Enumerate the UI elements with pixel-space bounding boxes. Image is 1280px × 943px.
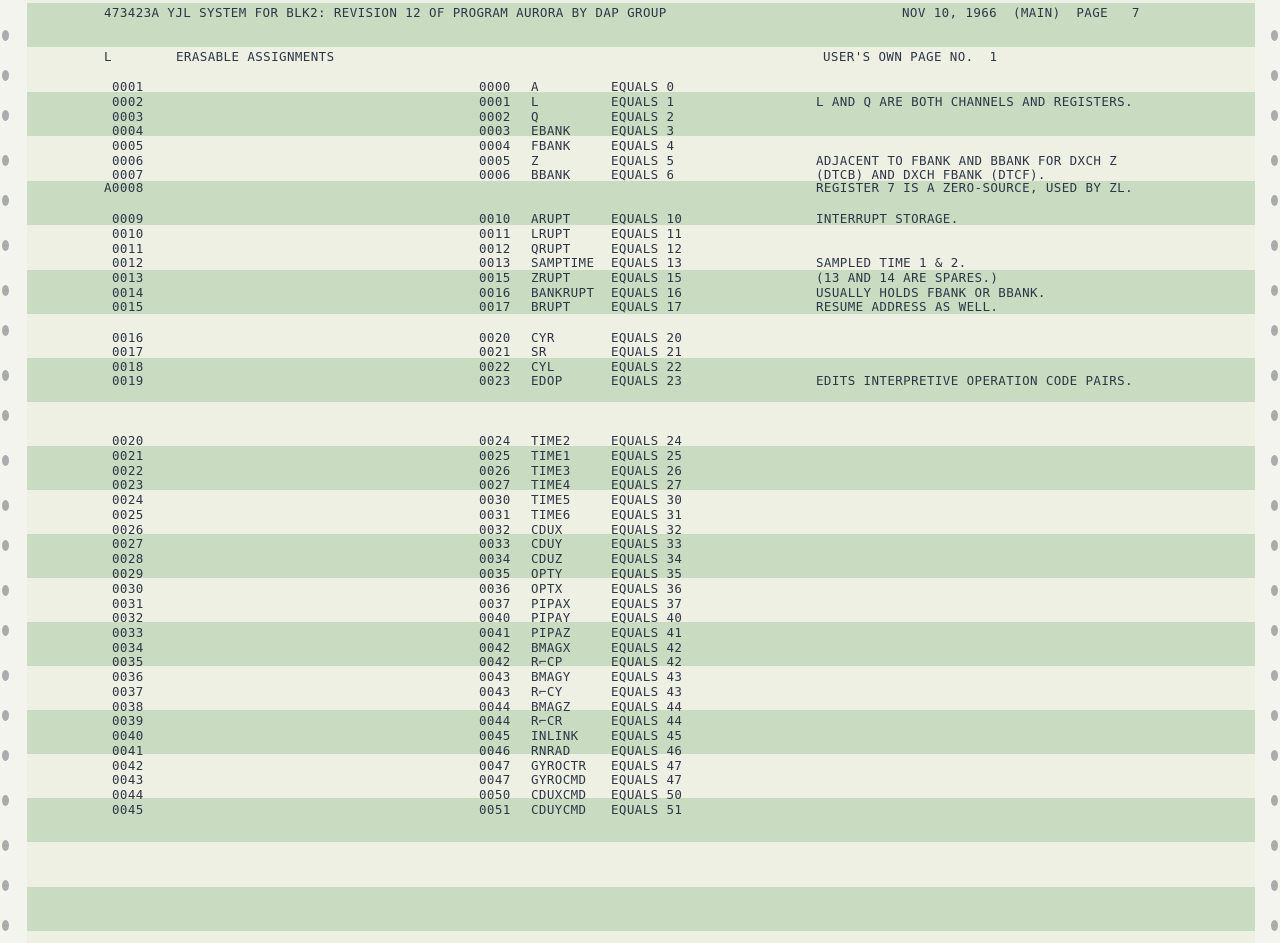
symbol: BMAGY [531,669,571,684]
equals-value: EQUALS 6 [611,167,675,182]
equals-value: EQUALS 40 [611,610,683,625]
sprocket-hole-left [2,30,9,41]
sprocket-hole-left [2,285,9,296]
symbol: TIME5 [531,492,571,507]
sprocket-hole-right [1271,710,1278,721]
symbol: TIME1 [531,448,571,463]
equals-value: EQUALS 31 [611,507,683,522]
sprocket-hole-left [2,840,9,851]
equals-value: EQUALS 51 [611,802,683,817]
symbol: OPTY [531,566,563,581]
line-number: 0016 [112,330,144,345]
address: 0044 [479,713,511,728]
equals-value: EQUALS 11 [611,226,683,241]
symbol: CDUY [531,536,563,551]
line-number: 0033 [112,625,144,640]
listing-header-title: 473423A YJL SYSTEM FOR BLK2: REVISION 12 OF PROGRAM AURORA BY DAP GROUP [104,5,667,20]
line-number: 0035 [112,654,144,669]
sprocket-hole-right [1271,410,1278,421]
comment: L AND Q ARE BOTH CHANNELS AND REGISTERS. [816,94,1134,109]
address: 0003 [479,123,511,138]
equals-value: EQUALS 41 [611,625,683,640]
sprocket-hole-right [1271,285,1278,296]
equals-value: EQUALS 23 [611,373,683,388]
symbol: TIME2 [531,433,571,448]
comment: RESUME ADDRESS AS WELL. [816,299,999,314]
sprocket-hole-left [2,500,9,511]
sprocket-hole-left [2,750,9,761]
address: 0011 [479,226,511,241]
address: 0050 [479,787,511,802]
line-number: A0008 [104,180,144,195]
symbol: BMAGZ [531,699,571,714]
line-number: 0045 [112,802,144,817]
line-number: 0036 [112,669,144,684]
equals-value: EQUALS 2 [611,109,675,124]
line-number: 0001 [112,79,144,94]
line-number: 0039 [112,713,144,728]
equals-value: EQUALS 25 [611,448,683,463]
equals-value: EQUALS 0 [611,79,675,94]
address: 0045 [479,728,511,743]
comment: EDITS INTERPRETIVE OPERATION CODE PAIRS. [816,373,1134,388]
equals-value: EQUALS 44 [611,699,683,714]
address: 0012 [479,241,511,256]
address: 0013 [479,255,511,270]
address: 0041 [479,625,511,640]
line-number: 0031 [112,596,144,611]
symbol: FBANK [531,138,571,153]
symbol: SAMPTIME [531,255,595,270]
line-number: 0032 [112,610,144,625]
line-number: 0024 [112,492,144,507]
address: 0026 [479,463,511,478]
symbol: PIPAX [531,596,571,611]
sprocket-hole-left [2,325,9,336]
line-number: 0005 [112,138,144,153]
line-number: 0015 [112,299,144,314]
sprocket-hole-left [2,795,9,806]
symbol: BRUPT [531,299,571,314]
symbol: L [531,94,539,109]
sprocket-hole-right [1271,325,1278,336]
equals-value: EQUALS 12 [611,241,683,256]
equals-value: EQUALS 44 [611,713,683,728]
sprocket-hole-left [2,880,9,891]
sprocket-hole-left [2,110,9,121]
symbol: A [531,79,539,94]
equals-value: EQUALS 21 [611,344,683,359]
line-number: 0029 [112,566,144,581]
line-number: 0043 [112,772,144,787]
address: 0034 [479,551,511,566]
equals-value: EQUALS 46 [611,743,683,758]
equals-value: EQUALS 17 [611,299,683,314]
sprocket-hole-left [2,195,9,206]
sprocket-hole-left [2,455,9,466]
symbol: GYROCTR [531,758,587,773]
symbol: LRUPT [531,226,571,241]
listing-header-date-page: NOV 10, 1966 (MAIN) PAGE 7 [902,5,1140,20]
address: 0025 [479,448,511,463]
sprocket-hole-right [1271,670,1278,681]
equals-value: EQUALS 32 [611,522,683,537]
symbol: R⌐CY [531,684,563,699]
address: 0002 [479,109,511,124]
line-number: 0012 [112,255,144,270]
equals-value: EQUALS 3 [611,123,675,138]
sprocket-hole-right [1271,585,1278,596]
address: 0030 [479,492,511,507]
sprocket-hole-right [1271,540,1278,551]
symbol: BBANK [531,167,571,182]
line-number: 0028 [112,551,144,566]
line-number: 0014 [112,285,144,300]
sprocket-hole-left [2,710,9,721]
address: 0042 [479,640,511,655]
sprocket-hole-right [1271,880,1278,891]
line-number: 0044 [112,787,144,802]
comment: REGISTER 7 IS A ZERO-SOURCE, USED BY ZL. [816,180,1134,195]
equals-value: EQUALS 43 [611,684,683,699]
symbol: EBANK [531,123,571,138]
sprocket-hole-left [2,155,9,166]
sprocket-hole-right [1271,195,1278,206]
sprocket-hole-left [2,240,9,251]
address: 0027 [479,477,511,492]
symbol: Q [531,109,539,124]
address: 0006 [479,167,511,182]
address: 0017 [479,299,511,314]
sprocket-hole-right [1271,370,1278,381]
line-number: 0019 [112,373,144,388]
equals-value: EQUALS 30 [611,492,683,507]
line-number: 0002 [112,94,144,109]
address: 0037 [479,596,511,611]
equals-value: EQUALS 42 [611,640,683,655]
sprocket-hole-right [1271,240,1278,251]
line-number: 0022 [112,463,144,478]
address: 0020 [479,330,511,345]
address: 0022 [479,359,511,374]
address: 0040 [479,610,511,625]
equals-value: EQUALS 35 [611,566,683,581]
line-number: 0017 [112,344,144,359]
comment: (DTCB) AND DXCH FBANK (DTCF). [816,167,1046,182]
line-number: 0026 [112,522,144,537]
address: 0047 [479,772,511,787]
address: 0004 [479,138,511,153]
sprocket-hole-right [1271,795,1278,806]
symbol: TIME3 [531,463,571,478]
line-number: 0009 [112,211,144,226]
sprocket-hole-right [1271,30,1278,41]
equals-value: EQUALS 15 [611,270,683,285]
sprocket-hole-left [2,540,9,551]
address: 0001 [479,94,511,109]
line-number: 0013 [112,270,144,285]
sprocket-hole-right [1271,920,1278,931]
line-number: 0025 [112,507,144,522]
sprocket-hole-right [1271,455,1278,466]
line-number: 0003 [112,109,144,124]
equals-value: EQUALS 47 [611,772,683,787]
symbol: RNRAD [531,743,571,758]
equals-value: EQUALS 27 [611,477,683,492]
comment: (13 AND 14 ARE SPARES.) [816,270,999,285]
address: 0024 [479,433,511,448]
symbol: TIME4 [531,477,571,492]
equals-value: EQUALS 1 [611,94,675,109]
line-number: 0004 [112,123,144,138]
address: 0033 [479,536,511,551]
sprocket-hole-left [2,585,9,596]
symbol: CYR [531,330,555,345]
section-letter: L [104,49,112,64]
equals-value: EQUALS 10 [611,211,683,226]
sprocket-hole-right [1271,500,1278,511]
address: 0023 [479,373,511,388]
equals-value: EQUALS 24 [611,433,683,448]
equals-value: EQUALS 42 [611,654,683,669]
address: 0035 [479,566,511,581]
equals-value: EQUALS 36 [611,581,683,596]
symbol: ZRUPT [531,270,571,285]
equals-value: EQUALS 26 [611,463,683,478]
sprocket-hole-right [1271,110,1278,121]
equals-value: EQUALS 4 [611,138,675,153]
sprocket-hole-left [2,410,9,421]
line-number: 0018 [112,359,144,374]
section-title: ERASABLE ASSIGNMENTS [176,49,335,64]
symbol: CDUX [531,522,563,537]
equals-value: EQUALS 34 [611,551,683,566]
line-number: 0042 [112,758,144,773]
address: 0044 [479,699,511,714]
equals-value: EQUALS 33 [611,536,683,551]
line-number: 0030 [112,581,144,596]
address: 0051 [479,802,511,817]
address: 0043 [479,669,511,684]
line-number: 0038 [112,699,144,714]
equals-value: EQUALS 13 [611,255,683,270]
address: 0042 [479,654,511,669]
comment: USUALLY HOLDS FBANK OR BBANK. [816,285,1046,300]
equals-value: EQUALS 45 [611,728,683,743]
sprocket-hole-right [1271,70,1278,81]
address: 0000 [479,79,511,94]
line-number: 0023 [112,477,144,492]
sprocket-hole-left [2,625,9,636]
equals-value: EQUALS 22 [611,359,683,374]
symbol: EDOP [531,373,563,388]
address: 0021 [479,344,511,359]
symbol: BANKRUPT [531,285,595,300]
green-bar-band [27,887,1255,931]
address: 0005 [479,153,511,168]
symbol: QRUPT [531,241,571,256]
line-number: 0007 [112,167,144,182]
symbol: OPTX [531,581,563,596]
sprocket-hole-right [1271,750,1278,761]
comment: ADJACENT TO FBANK AND BBANK FOR DXCH Z [816,153,1118,168]
address: 0016 [479,285,511,300]
address: 0031 [479,507,511,522]
address: 0036 [479,581,511,596]
symbol: TIME6 [531,507,571,522]
equals-value: EQUALS 43 [611,669,683,684]
sprocket-hole-right [1271,625,1278,636]
sprocket-hole-right [1271,840,1278,851]
symbol: CDUXCMD [531,787,587,802]
address: 0010 [479,211,511,226]
symbol: GYROCMD [531,772,587,787]
line-number: 0021 [112,448,144,463]
line-number: 0040 [112,728,144,743]
sprocket-hole-left [2,920,9,931]
line-number: 0041 [112,743,144,758]
comment: SAMPLED TIME 1 & 2. [816,255,967,270]
equals-value: EQUALS 37 [611,596,683,611]
symbol: R⌐CR [531,713,563,728]
line-number: 0037 [112,684,144,699]
symbol: CDUZ [531,551,563,566]
equals-value: EQUALS 20 [611,330,683,345]
users-page-number: USER'S OWN PAGE NO. 1 [823,49,998,64]
sprocket-hole-left [2,670,9,681]
line-number: 0006 [112,153,144,168]
sprocket-hole-left [2,70,9,81]
address: 0015 [479,270,511,285]
address: 0047 [479,758,511,773]
address: 0043 [479,684,511,699]
symbol: ARUPT [531,211,571,226]
line-number: 0010 [112,226,144,241]
symbol: CYL [531,359,555,374]
symbol: R⌐CP [531,654,563,669]
equals-value: EQUALS 5 [611,153,675,168]
address: 0046 [479,743,511,758]
symbol: CDUYCMD [531,802,587,817]
symbol: PIPAZ [531,625,571,640]
line-number: 0011 [112,241,144,256]
symbol: INLINK [531,728,579,743]
equals-value: EQUALS 50 [611,787,683,802]
sprocket-hole-right [1271,155,1278,166]
line-number: 0020 [112,433,144,448]
equals-value: EQUALS 16 [611,285,683,300]
symbol: Z [531,153,539,168]
symbol: PIPAY [531,610,571,625]
comment: INTERRUPT STORAGE. [816,211,959,226]
address: 0032 [479,522,511,537]
line-number: 0034 [112,640,144,655]
sprocket-hole-left [2,370,9,381]
line-number: 0027 [112,536,144,551]
symbol: SR [531,344,547,359]
equals-value: EQUALS 47 [611,758,683,773]
symbol: BMAGX [531,640,571,655]
